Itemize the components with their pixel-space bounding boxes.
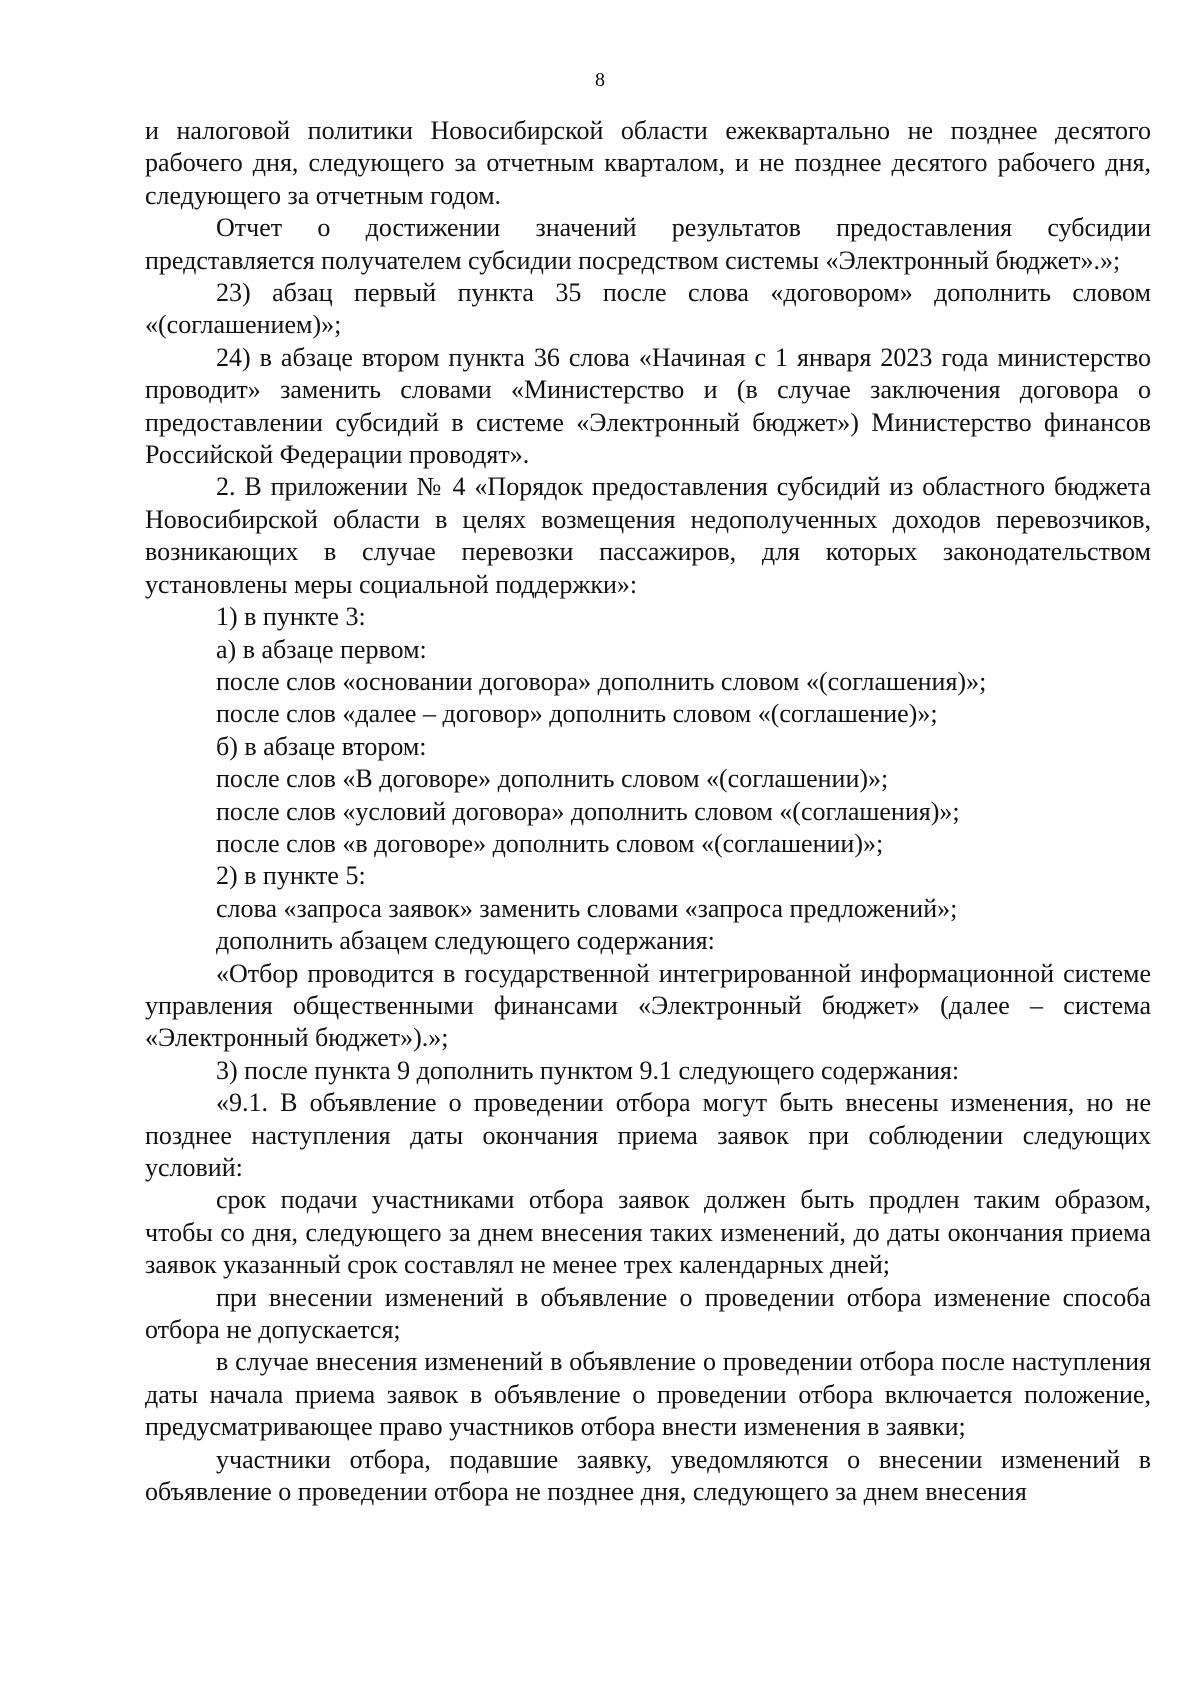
paragraph: участники отбора, подавшие заявку, уведомляются о внесении изменений в объявление о проведении отбора не позднее дня, следующего за днем внесения	[145, 1444, 1151, 1507]
paragraph: а) в абзаце первом:	[216, 634, 427, 664]
paragraph: после слов «далее – договор» дополнить словом «(соглашение)»;	[216, 699, 938, 729]
paragraph: и налоговой политики Новосибирской области ежеквартально не позднее десятого рабочего дня, следующего за отчетным кварталом, и не позднее десятого рабочего дня, следующего за отчетным годом.	[145, 116, 1151, 210]
paragraph: б) в абзаце втором:	[216, 731, 427, 761]
paragraph: после слов «В договоре» дополнить словом «(соглашении)»;	[216, 764, 889, 794]
paragraph: дополнить абзацем следующего содержания:	[216, 926, 715, 956]
paragraph: после слов «условий договора» дополнить словом «(соглашения)»;	[216, 796, 960, 826]
document-body	[145, 115, 1151, 1508]
page-number: 8	[595, 69, 605, 91]
paragraph: 24) в абзаце втором пункта 36 слова «Начиная с 1 января 2023 года министерство проводит» заменить словами «Министерство и (в случае заключения договора о предоставлении субсидий в системе «Электронный бюджет») Министерство финансов Российской Федерации проводят».	[145, 342, 1151, 470]
paragraph: «9.1. В объявление о проведении отбора могут быть внесены изменения, но не позднее наступления даты окончания приема заявок при соблюдении следующих условий:	[145, 1088, 1151, 1182]
paragraph: 2. В приложении № 4 «Порядок предоставления субсидий из областного бюджета Новосибирской области в целях возмещения недополученных доходов перевозчиков, возникающих в случае перевозки пассажиров, для которых законодательством установлены меры социальной поддержки»:	[145, 472, 1151, 599]
paragraph: 23) абзац первый пункта 35 после слова «договором» дополнить словом «(соглашением)»;	[145, 278, 1151, 340]
paragraph: в случае внесения изменений в объявление о проведении отбора после наступления даты начала приема заявок в объявление о проведении отбора включается положение, предусматривающее право участников отбора внести изменения в заявки;	[145, 1347, 1151, 1442]
paragraph: Отчет о достижении значений результатов предоставления субсидии представляется получателем субсидии посредством системы «Электронный бюджет».»;	[145, 213, 1151, 275]
paragraph: после слов «в договоре» дополнить словом «(соглашении)»;	[216, 828, 884, 858]
paragraph: 3) после пункта 9 дополнить пунктом 9.1 следующего содержания:	[216, 1055, 960, 1085]
paragraph: 1) в пункте 3:	[216, 602, 366, 632]
paragraph: срок подачи участниками отбора заявок должен быть продлен таким образом, чтобы со дня, следующего за днем внесения таких изменений, до даты окончания приема заявок указанный срок составлял не менее трех календарных дней;	[145, 1185, 1151, 1280]
paragraph: при внесении изменений в объявление о проведении отбора изменение способа отбора не допускается;	[145, 1282, 1151, 1345]
paragraph: «Отбор проводится в государственной интегрированной информационной системе управления общественными финансами «Электронный бюджет» (далее – система «Электронный бюджет»).»;	[145, 958, 1151, 1053]
paragraph: 2) в пункте 5:	[216, 861, 366, 891]
paragraph: после слов «основании договора» дополнить словом «(соглашения)»;	[216, 666, 987, 696]
paragraph: слова «запроса заявок» заменить словами «запроса предложений»;	[216, 893, 958, 923]
